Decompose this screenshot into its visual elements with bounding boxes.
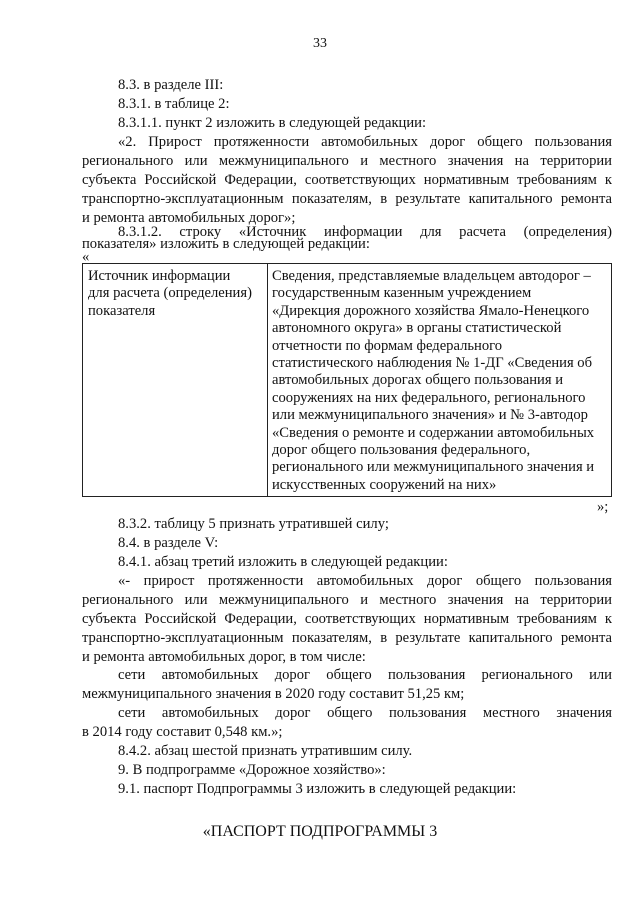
para5-line: сети автомобильных дорог общего пользования местного значения — [118, 705, 612, 721]
para2-line: 8.3.1.2. строку «Источник информации для расчета (определения) — [118, 224, 612, 240]
table-value-line: статистического наблюдения № 1-ДГ «Сведения об — [272, 355, 593, 372]
para1-line: «2. Прирост протяженности автомобильных дорог общего пользования — [118, 134, 612, 150]
clause-8-3-2: 8.3.2. таблицу 5 признать утратившей силу; — [118, 516, 389, 532]
table-value-line: Сведения, представляемые владельцем автодорог – — [272, 268, 591, 284]
clause-8-4-2: 8.4.2. абзац шестой признать утратившим силу. — [118, 743, 413, 759]
clause-9-1: 9.1. паспорт Подпрограммы 3 изложить в следующей редакции: — [118, 781, 517, 797]
para1-line: субъекта Российской Федерации, соответствующих нормативным требованиям к — [82, 172, 612, 188]
para1-line: и ремонта автомобильных дорог»; — [82, 210, 296, 226]
table-value-line: искусственных сооружений на них» — [272, 476, 497, 493]
clause-8-3-1-1: 8.3.1.1. пункт 2 изложить в следующей редакции: — [118, 115, 427, 131]
para2-line: показателя» изложить в следующей редакции: — [82, 236, 370, 252]
para3-line: субъекта Российской Федерации, соответствующих нормативным требованиям к — [82, 611, 612, 627]
clause-8-3-1: 8.3.1. в таблице 2: — [118, 96, 230, 112]
table-value-line: отчетности по формам федерального — [272, 337, 503, 354]
table-value-line: автомобильных дорогах общего пользования и — [272, 372, 563, 389]
clause-9: 9. В подпрограмме «Дорожное хозяйство»: — [118, 762, 386, 778]
clause-8-4-1: 8.4.1. абзац третий изложить в следующей редакции: — [118, 554, 448, 570]
table-cell-value — [272, 268, 608, 494]
para4-line: сети автомобильных дорог общего пользования регионального или — [118, 667, 612, 683]
section-heading: «ПАСПОРТ ПОДПРОГРАММЫ 3 — [202, 823, 438, 840]
para1-line: регионального или межмуниципального и местного значения на территории — [82, 153, 612, 169]
para3-line: «- прирост протяженности автомобильных дорог общего пользования — [118, 573, 612, 589]
para1-line: транспортно-эксплуатационным показателям, в результате капитального ремонта — [82, 191, 612, 207]
table-value-line: регионального или межмуниципального значения и — [272, 459, 595, 476]
table-value-line: сооружениях на них федерального, регионального — [272, 389, 586, 406]
clause-8-3: 8.3. в разделе III: — [118, 77, 224, 93]
table-value-line: «Сведения о ремонте и содержании автомобильных — [272, 424, 595, 441]
table-label-line: Источник информации — [88, 268, 231, 284]
source-info-table — [82, 263, 612, 497]
clause-8-4: 8.4. в разделе V: — [118, 535, 219, 551]
para3-line: транспортно-эксплуатационным показателям, в результате капитального ремонта — [82, 630, 612, 646]
para3-line: и ремонта автомобильных дорог, в том числе: — [82, 649, 366, 665]
table-cell-label — [88, 268, 266, 320]
open-quote: « — [82, 249, 90, 265]
table-value-line: или межмуниципального значения» и № 3-автодор — [272, 407, 588, 424]
page-number: 33 — [313, 36, 327, 51]
table-value-line: государственным казенным учреждением — [272, 285, 532, 302]
table-value-line: автономного округа» в органы статистической — [272, 320, 562, 337]
table-label-line: показателя — [88, 302, 156, 319]
para4-line: межмуниципального значения в 2020 году составит 51,25 км; — [82, 686, 465, 702]
close-quote: »; — [597, 499, 609, 515]
table-label-line: для расчета (определения) — [88, 285, 252, 302]
para3-line: регионального или межмуниципального и местного значения на территории — [82, 592, 612, 608]
table-value-line: «Дирекция дорожного хозяйства Ямало-Ненецкого — [272, 302, 590, 319]
table-column-divider — [267, 264, 268, 496]
para5-line: в 2014 году составит 0,548 км.»; — [82, 724, 283, 740]
table-value-line: дорог общего пользования федерального, — [272, 442, 531, 459]
